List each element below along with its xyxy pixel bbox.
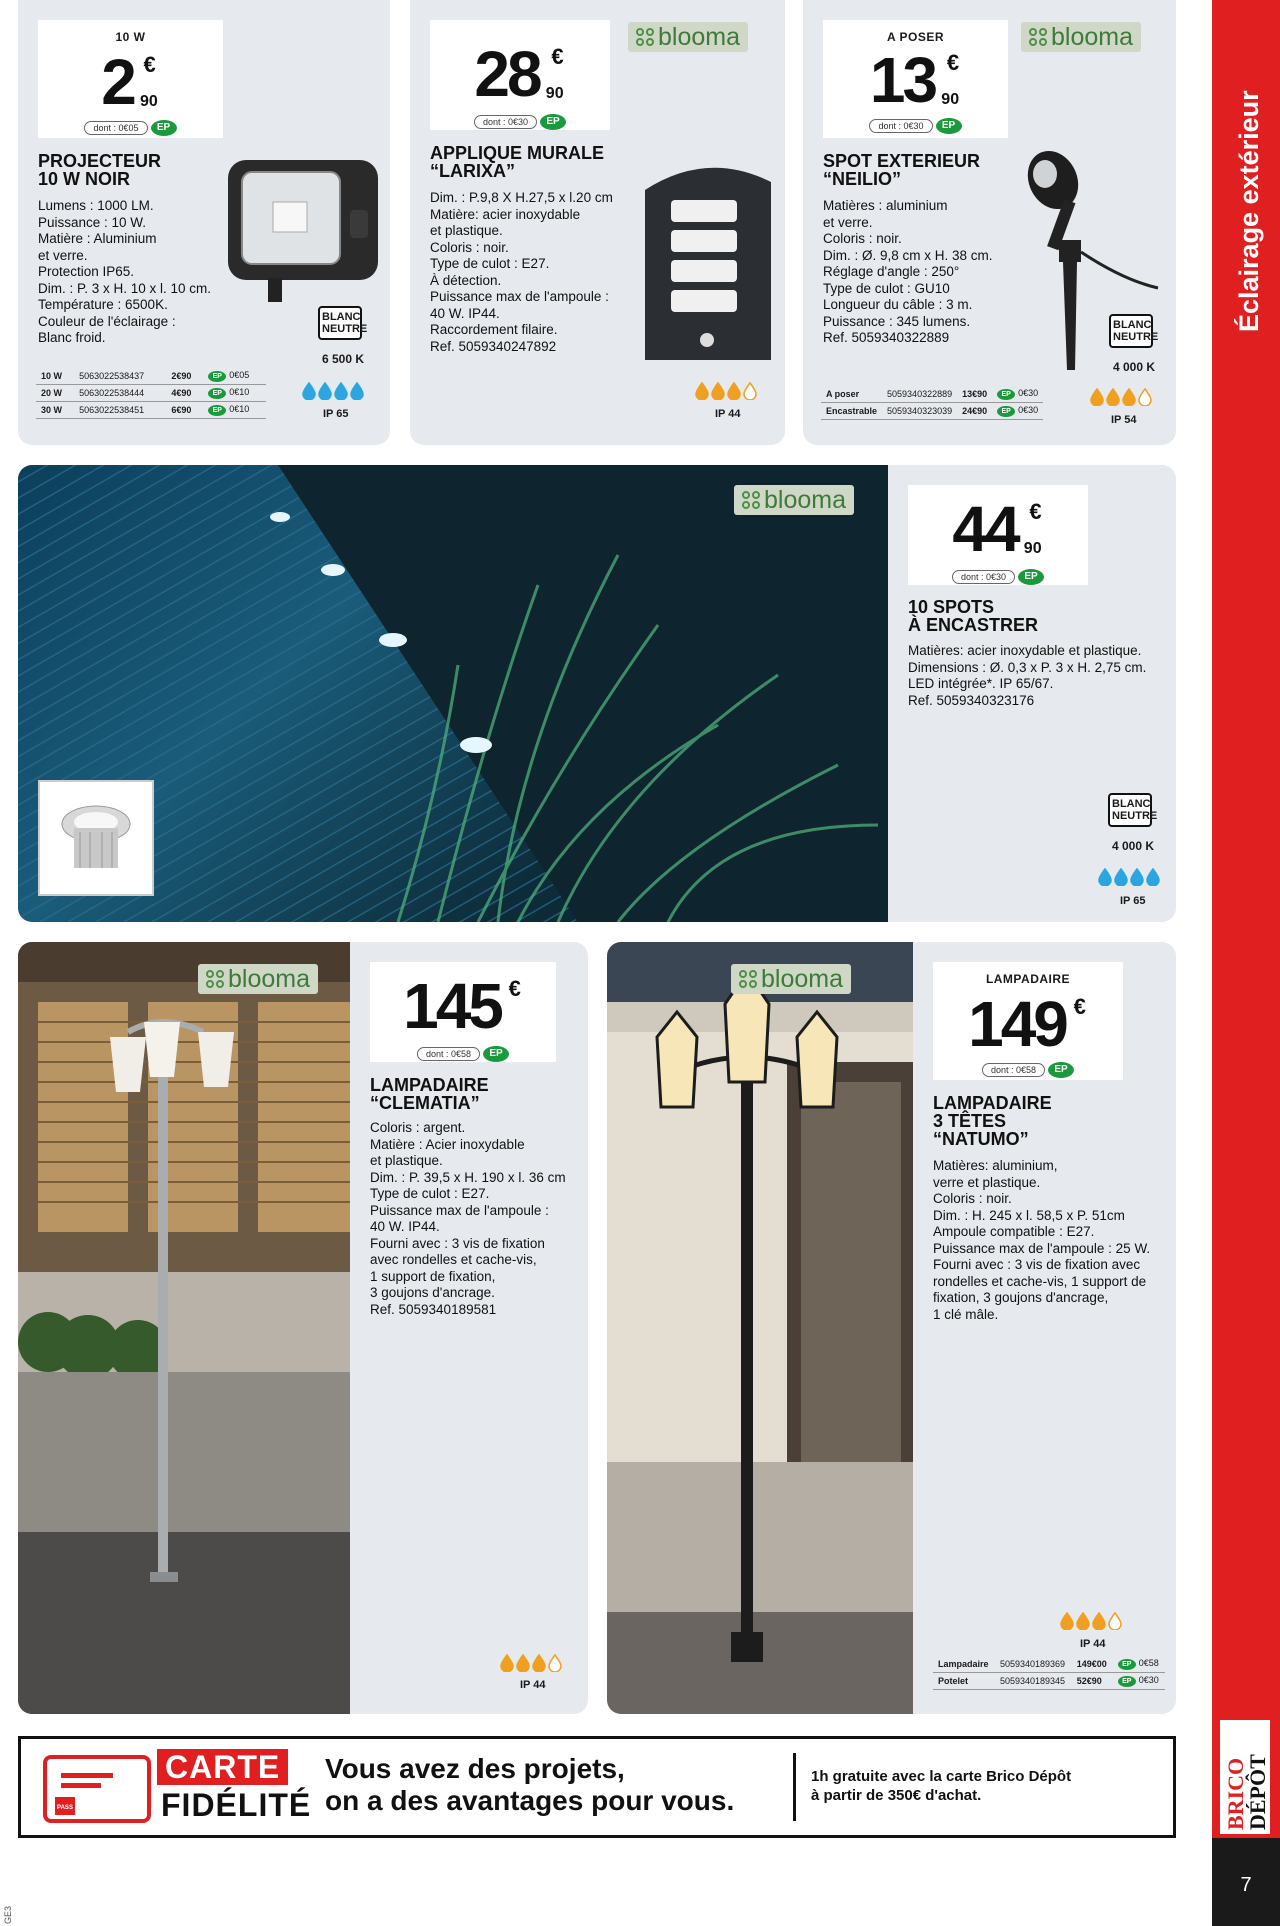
kelvin-value: 6 500 K — [321, 352, 365, 366]
price — [403, 970, 523, 1042]
price — [968, 988, 1088, 1060]
product-description: Dim. : P.9,8 X H.27,5 x l.20 cm Matière: acier inoxydable et plastique. Coloris : noir. Type de culot : E27. À détection. Puissance max de l'ampoule : 40 W. IP44. Raccordement filaire. Ref. 5059340247892 — [430, 190, 613, 354]
variant-eco: EP 0€30 — [1113, 1673, 1165, 1690]
badge-line: BLANC — [322, 311, 361, 323]
price-currency: € — [1029, 499, 1042, 524]
variant-name: Encastrable — [821, 403, 882, 420]
blooma-logo-icon — [636, 28, 654, 46]
blooma-logo-text: blooma — [761, 964, 843, 993]
variant-name: Potelet — [933, 1673, 995, 1690]
price-box — [370, 962, 556, 1062]
blooma-logo-text: blooma — [658, 22, 740, 51]
fidelite-label: FIDÉLITÉ — [161, 1787, 312, 1823]
wall-lamp-image — [635, 160, 780, 375]
banner-divider — [793, 1753, 796, 1821]
title-line: “NATUMO” — [933, 1129, 1029, 1149]
title-line: PROJECTEUR — [38, 151, 162, 171]
water-drop-empty-icon — [1108, 1612, 1122, 1630]
badge-line: NEUTRE — [322, 323, 368, 335]
price-label: 10 W — [115, 30, 146, 44]
ip-rating: IP 44 — [1080, 1638, 1106, 1650]
title-line: 3 TÊTES — [933, 1111, 1007, 1131]
variant-eco: EP 0€30 — [992, 386, 1043, 403]
page-number: 7 — [1240, 1874, 1252, 1896]
water-drop-filled-icon — [1122, 388, 1136, 406]
price-integer: 145 — [403, 970, 501, 1042]
blooma-logo-icon — [206, 970, 224, 988]
variants-table — [933, 1656, 1165, 1690]
variant-ref: 5063022538451 — [74, 402, 166, 419]
eco-logo-icon: EP — [483, 1046, 509, 1062]
price-integer: 2 — [101, 46, 134, 118]
title-line: “CLEMATIA” — [370, 1093, 480, 1113]
price-integer: 13 — [869, 44, 936, 116]
water-drop-empty-icon — [743, 382, 757, 400]
product-card-larixa — [410, 0, 785, 445]
banner-offer — [811, 1767, 1071, 1805]
eco-amount: dont : 0€30 — [474, 115, 537, 129]
brand-logo — [1212, 1716, 1280, 1838]
eco-logo-icon: EP — [208, 371, 226, 382]
brand-logo-line1: BRICO — [1223, 1757, 1248, 1830]
variant-price: 2€90 — [166, 368, 203, 385]
product-title — [908, 598, 1038, 634]
blooma-logo-icon — [1029, 28, 1047, 46]
eco-logo-icon: EP — [997, 406, 1015, 417]
water-drop-filled-icon — [1130, 868, 1144, 886]
price-box — [933, 962, 1123, 1080]
badge-line: BLANC — [1113, 319, 1152, 331]
price-currency: € — [946, 50, 960, 75]
product-card-spots — [18, 465, 1176, 922]
slogan-line: Vous avez des projets, — [325, 1753, 625, 1784]
product-title — [430, 144, 604, 180]
variant-price: 6€90 — [166, 402, 203, 419]
variant-eco: EP 0€10 — [203, 402, 266, 419]
corner-code: GE3 — [3, 1905, 13, 1924]
price-box — [823, 20, 1008, 138]
eco-amount: dont : 0€30 — [869, 119, 932, 133]
variant-ref: 5059340323039 — [882, 403, 957, 420]
color-temperature-badge — [318, 306, 368, 340]
price-currency: € — [1073, 994, 1086, 1019]
variant-price: 13€90 — [957, 386, 992, 403]
ip-drops — [1098, 868, 1160, 886]
variant-row — [36, 402, 266, 419]
spot-product-inset — [38, 780, 154, 896]
natumo-photo — [607, 942, 913, 1714]
blooma-logo-text: blooma — [228, 964, 310, 993]
badge-line: NEUTRE — [1113, 331, 1159, 343]
eco-contribution — [982, 1062, 1074, 1078]
blooma-logo-text: blooma — [764, 485, 846, 514]
water-drop-filled-icon — [1098, 868, 1112, 886]
product-card-neilio — [803, 0, 1176, 445]
product-card-projecteur — [18, 0, 390, 445]
slogan-line: on a des avantages pour vous. — [325, 1785, 735, 1816]
eco-logo-icon: EP — [936, 118, 962, 134]
variant-eco: EP 0€10 — [203, 385, 266, 402]
variant-price: 4€90 — [166, 385, 203, 402]
water-drop-filled-icon — [1092, 1612, 1106, 1630]
eco-amount: dont : 0€58 — [982, 1063, 1045, 1077]
variant-ref: 5063022538444 — [74, 385, 166, 402]
price-label: LAMPADAIRE — [985, 972, 1071, 986]
variant-ref: 5063022538437 — [74, 368, 166, 385]
water-drop-empty-icon — [1138, 388, 1152, 406]
water-drop-filled-icon — [1106, 388, 1120, 406]
eco-logo-icon: EP — [208, 405, 226, 416]
ip-drops — [500, 1654, 562, 1672]
title-line: APPLIQUE MURALE — [430, 143, 605, 163]
variant-ref: 5059340189345 — [995, 1673, 1072, 1690]
eco-logo-icon: EP — [1048, 1062, 1074, 1078]
ip-rating: IP 44 — [715, 408, 741, 420]
water-drop-filled-icon — [302, 382, 316, 400]
water-drop-filled-icon — [516, 1654, 530, 1672]
ip-drops — [1060, 1612, 1122, 1630]
ip-rating: IP 54 — [1111, 414, 1137, 426]
title-line: 10 W NOIR — [38, 169, 131, 189]
variant-name: A poser — [821, 386, 882, 403]
price-box — [430, 20, 610, 130]
kelvin-value: 4 000 K — [1111, 839, 1155, 853]
eco-contribution — [84, 120, 176, 136]
price — [869, 44, 961, 116]
water-drop-filled-icon — [711, 382, 725, 400]
variant-price: 24€90 — [957, 403, 992, 420]
floodlight-image — [210, 150, 385, 320]
loyalty-card-stamp: PASS — [57, 1805, 73, 1811]
blooma-logo — [628, 22, 748, 52]
price-currency: € — [508, 976, 521, 1001]
price-cents: 90 — [941, 91, 960, 108]
eco-contribution — [869, 118, 961, 134]
price — [952, 493, 1043, 565]
ip-drops — [695, 382, 757, 400]
price-box — [908, 485, 1088, 585]
color-temperature-badge — [1108, 793, 1158, 827]
eco-logo-icon: EP — [1118, 1659, 1136, 1670]
variants-table — [36, 368, 266, 419]
product-description: Matières: acier inoxydable et plastique. Dimensions : Ø. 0,3 x P. 3 x H. 2,75 cm. LED intégrée*. IP 65/67. Ref. 5059340323176 — [908, 643, 1147, 708]
eco-logo-icon: EP — [1118, 1676, 1136, 1687]
price-box — [38, 20, 223, 138]
ip-rating: IP 65 — [1120, 895, 1146, 907]
eco-contribution — [952, 569, 1044, 585]
offer-line: à partir de 350€ d'achat. — [811, 1787, 982, 1804]
water-drop-filled-icon — [727, 382, 741, 400]
badge-line: NEUTRE — [1112, 810, 1158, 822]
blooma-logo-text: blooma — [1051, 22, 1133, 51]
price-cents: 90 — [140, 93, 158, 110]
clematia-photo — [18, 942, 350, 1714]
offer-line: 1h gratuite avec la carte Brico Dépôt — [811, 1768, 1072, 1785]
title-line: “NEILIO” — [823, 169, 902, 189]
brand-logo-line2: DÉPÔT — [1245, 1754, 1270, 1830]
ip-drops — [302, 382, 364, 400]
water-drop-filled-icon — [695, 382, 709, 400]
water-drop-filled-icon — [1076, 1612, 1090, 1630]
water-drop-filled-icon — [1090, 388, 1104, 406]
price-currency: € — [143, 52, 156, 77]
ip-drops — [1090, 388, 1152, 406]
banner-slogan — [325, 1753, 734, 1817]
variant-row — [821, 386, 1043, 403]
category-title: Éclairage extérieur — [1234, 90, 1264, 332]
variant-price: 52€90 — [1072, 1673, 1113, 1690]
price-currency: € — [551, 44, 564, 69]
blooma-logo-icon — [739, 970, 757, 988]
water-drop-filled-icon — [334, 382, 348, 400]
deck-photo — [18, 465, 888, 922]
ip-rating: IP 44 — [520, 1679, 546, 1691]
variant-ref: 5059340189369 — [995, 1656, 1072, 1673]
blooma-logo-icon — [742, 491, 760, 509]
price-integer: 44 — [952, 493, 1018, 565]
variant-row — [933, 1656, 1165, 1673]
variant-row — [36, 385, 266, 402]
variant-eco: EP 0€58 — [1113, 1656, 1165, 1673]
eco-amount: dont : 0€30 — [952, 570, 1015, 584]
price-integer: 28 — [474, 38, 540, 110]
carte-label: CARTE — [157, 1749, 288, 1785]
blooma-logo — [734, 485, 854, 515]
price-label: A POSER — [886, 30, 945, 44]
product-title — [933, 1094, 1052, 1148]
water-drop-filled-icon — [350, 382, 364, 400]
variant-price: 149€00 — [1072, 1656, 1113, 1673]
price-cents: 90 — [545, 85, 564, 102]
blooma-logo — [731, 964, 851, 994]
water-drop-filled-icon — [318, 382, 332, 400]
variant-name: 30 W — [36, 402, 74, 419]
product-description: Coloris : argent. Matière : Acier inoxydable et plastique. Dim. : P. 39,5 x H. 190 x l. 36 cm Type de culot : E27. Puissance max de l'ampoule : 40 W. IP44. Fourni avec : 3 vis de fixation avec rondelles et cache-vis, 1 support de fixation, 3 goujons d'ancrage. Ref. 5059340189581 — [370, 1120, 566, 1317]
variant-row — [36, 368, 266, 385]
loyalty-card-icon — [39, 1753, 159, 1825]
variant-eco: EP 0€30 — [992, 403, 1043, 420]
eco-logo-icon: EP — [1018, 569, 1044, 585]
water-drop-filled-icon — [500, 1654, 514, 1672]
water-drop-filled-icon — [1146, 868, 1160, 886]
variant-eco: EP 0€05 — [203, 368, 266, 385]
color-temperature-badge — [1109, 314, 1159, 348]
natumo-scene — [607, 942, 913, 1714]
eco-contribution — [417, 1046, 509, 1062]
eco-logo-icon: EP — [540, 114, 566, 130]
eco-amount: dont : 0€58 — [417, 1047, 480, 1061]
price — [101, 46, 160, 118]
badge-line: BLANC — [1112, 798, 1151, 810]
blooma-logo — [1021, 22, 1141, 52]
variant-name: 20 W — [36, 385, 74, 402]
ip-rating: IP 65 — [323, 408, 349, 420]
title-line: SPOT EXTERIEUR — [823, 151, 981, 171]
title-line: LAMPADAIRE — [370, 1075, 489, 1095]
eco-logo-icon: EP — [151, 120, 177, 136]
product-description: Matières: aluminium, verre et plastique. Coloris : noir. Dim. : H. 245 x l. 58,5 x P. 51cm Ampoule compatible : E27. Puissance max de l'ampoule : 25 W. Fourni avec : 3 vis de fixation avec rondelles et cache-vis, 1 support de fixation, 3 goujons d'ancrage, 1 clé mâle. — [933, 1158, 1151, 1322]
blooma-logo — [198, 964, 318, 994]
variant-row — [933, 1673, 1165, 1690]
price — [474, 38, 565, 110]
water-drop-filled-icon — [532, 1654, 546, 1672]
eco-contribution — [474, 114, 566, 130]
title-line: “LARIXA” — [430, 161, 515, 181]
clematia-scene — [18, 942, 350, 1714]
water-drop-empty-icon — [548, 1654, 562, 1672]
variants-table — [821, 386, 1043, 420]
product-card-natumo — [607, 942, 1176, 1714]
variant-ref: 5059340322889 — [882, 386, 957, 403]
price-cents: 90 — [1023, 540, 1042, 557]
corner-code-svg — [0, 1880, 16, 1926]
product-title — [38, 152, 161, 188]
variant-name: 10 W — [36, 368, 74, 385]
product-card-clematia — [18, 942, 588, 1714]
variant-row — [821, 403, 1043, 420]
product-description: Lumens : 1000 LM. Puissance : 10 W. Matière : Aluminium et verre. Protection IP65. Dim. : P. 3 x H. 10 x l. 10 cm. Température : 6500K. Couleur de l'éclairage : Blanc froid. — [38, 198, 212, 345]
eco-logo-icon: EP — [997, 389, 1015, 400]
water-drop-filled-icon — [1060, 1612, 1074, 1630]
price-integer: 149 — [968, 988, 1066, 1060]
title-line: 10 SPOTS — [908, 597, 995, 617]
page-number-box — [1212, 1838, 1280, 1926]
eco-logo-icon: EP — [208, 388, 226, 399]
variant-name: Lampadaire — [933, 1656, 995, 1673]
product-description: Matières : aluminium et verre. Coloris : noir. Dim. : Ø. 9,8 cm x H. 38 cm. Réglage d'angle : 250° Type de culot : GU10 Longueur du câble : 3 m. Puissance : 345 lumens. Ref. 5059340322889 — [823, 198, 993, 345]
kelvin-value: 4 000 K — [1112, 360, 1156, 374]
title-line: LAMPADAIRE — [933, 1093, 1052, 1113]
product-title — [370, 1076, 489, 1112]
eco-amount: dont : 0€05 — [84, 121, 147, 135]
loyalty-banner — [18, 1736, 1176, 1838]
product-title — [823, 152, 980, 188]
title-line: À ENCASTRER — [908, 615, 1039, 635]
water-drop-filled-icon — [1114, 868, 1128, 886]
category-title-svg — [1212, 20, 1280, 340]
